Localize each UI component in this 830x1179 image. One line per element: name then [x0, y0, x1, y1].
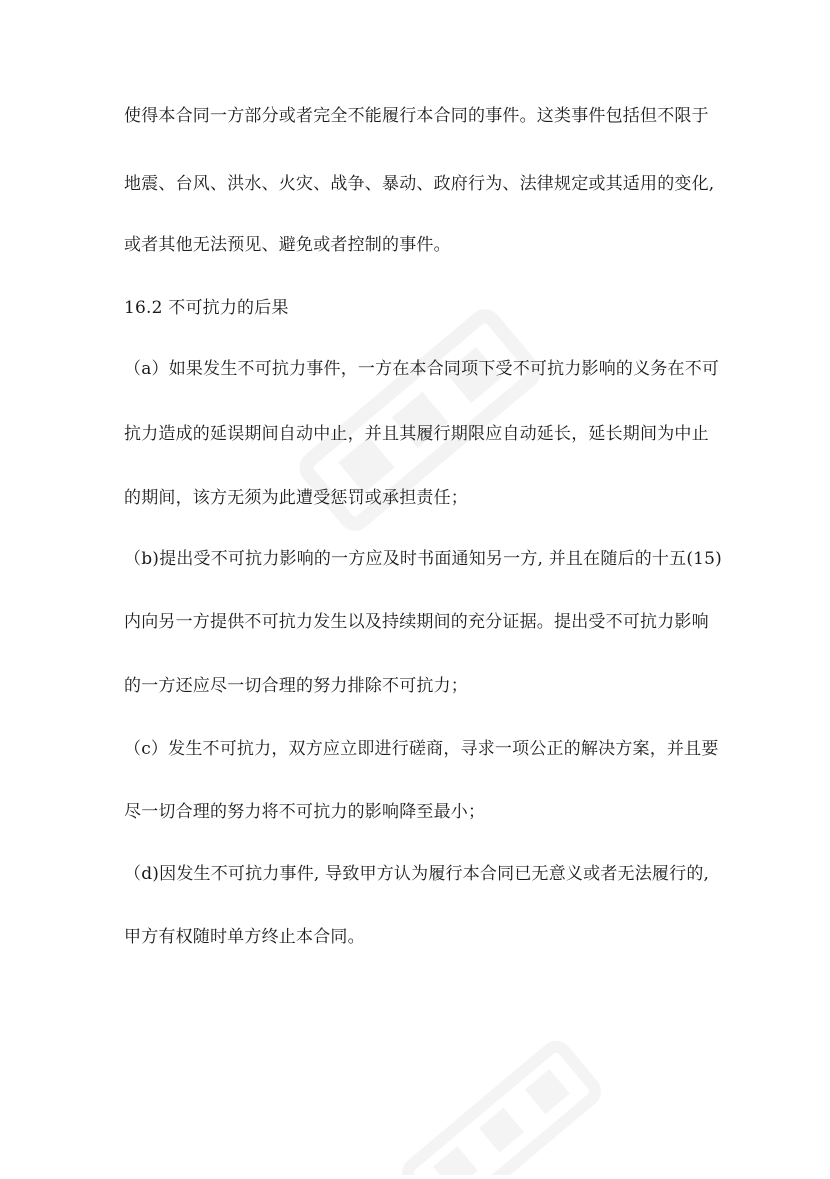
text-line-12: 尽一切合理的努力将不可抗力的影响降至最小；	[124, 802, 486, 822]
text-line-1: 使得本合同一方部分或者完全不能履行本合同的事件。这类事件包括但不限于	[124, 106, 709, 126]
text-line-8: （b)提出受不可抗力影响的一方应及时书面通知另一方, 并且在随后的十五(15)	[124, 549, 723, 569]
watermark-logo-bottom	[370, 1040, 630, 1175]
text-line-9: 内向另一方提供不可抗力发生以及持续期间的充分证据。提出受不可抗力影响	[124, 612, 709, 632]
section-heading: 16.2 不可抗力的后果	[124, 298, 289, 318]
text-line-10: 的一方还应尽一切合理的努力排除不可抗力；	[124, 676, 468, 696]
text-line-2: 地震、台风、洪水、火灾、战争、暴动、政府行为、法律规定或其适用的变化,	[124, 174, 715, 194]
text-line-14: 甲方有权随时单方终止本合同。	[124, 927, 365, 947]
text-line-13: （d)因发生不可抗力事件, 导致甲方认为履行本合同已无意义或者无法履行的,	[124, 864, 710, 884]
text-line-7: 的期间，该方无须为此遭受惩罚或承担责任；	[124, 488, 468, 508]
watermark-logo-bottom-graphic	[370, 1040, 630, 1175]
text-line-11: （c）发生不可抗力，双方应立即进行磋商，寻求一项公正的解决方案，并且要	[124, 739, 719, 759]
text-line-5: （a）如果发生不可抗力事件，一方在本合同项下受不可抗力影响的义务在不可	[124, 359, 720, 379]
text-line-3: 或者其他无法预见、避免或者控制的事件。	[124, 235, 451, 255]
text-line-6: 抗力造成的延误期间自动中止，并且其履行期限应自动延长，延长期间为中止	[124, 424, 709, 444]
